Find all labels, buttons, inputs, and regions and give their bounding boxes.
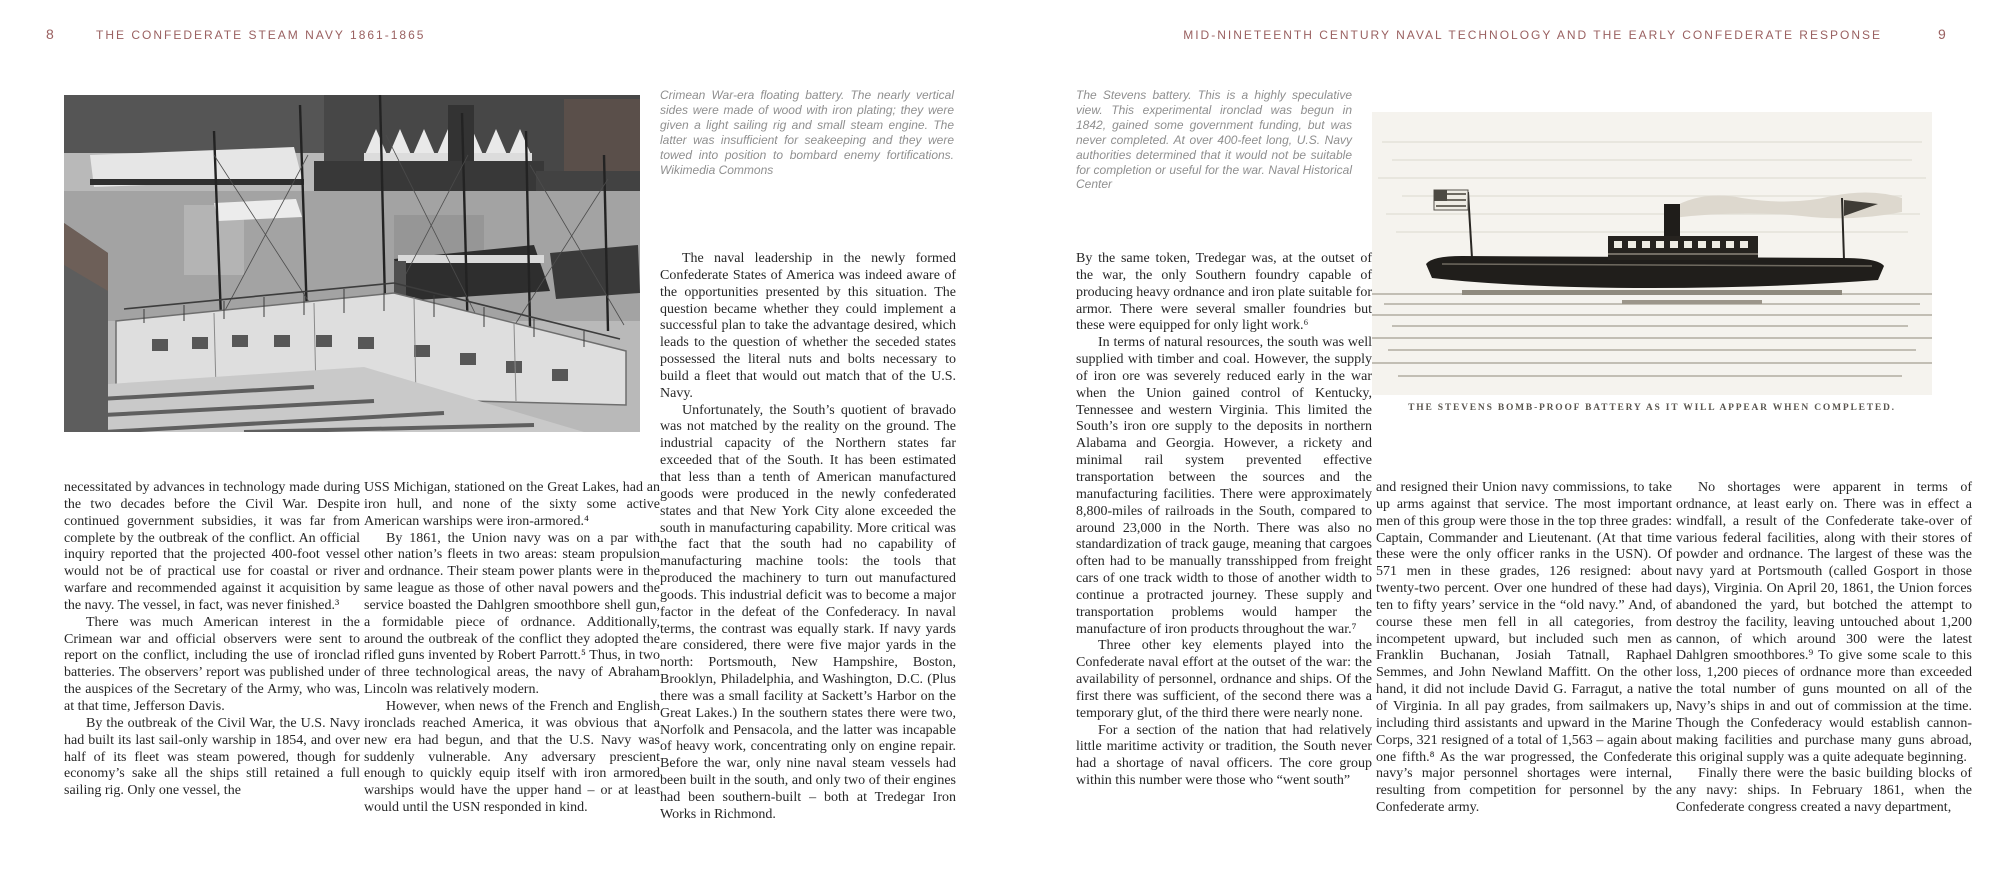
body-paragraph: The naval leadership in the newly formed Confederate States of America was indeed aware of the opportunities presented by this situation. The question became whether they could implement a successful plan to take the advantage desired, which leads to the question of whether the seceded states possessed the literal nuts and bolts necessary to build a fleet that would out match that of the U.S. Navy. [660, 251, 956, 401]
engraving-caption: The Stevens battery. This is a highly speculative view. This experimental ironclad was begun in 1842, gained some government funding, but was never completed. At over 400-feet long, U.S. Navy authorities determined that it would not be suitable for completion or useful for the war. Naval Historical Center [1076, 88, 1352, 192]
body-paragraph: By the outbreak of the Civil War, the U.S. Navy had built its last sail-only warship in 1854, and over half of its fleet was steam powered, though for economy’s sake all the ships still retained a full sailing rig. Only one vessel, the [64, 715, 360, 799]
body-paragraph: By the same token, Tredegar was, at the outset of the war, the only Southern foundry capable of producing heavy ordnance and iron plate suitable for armor. There were several smaller foundries but these were equipped for only light work.⁶ [1076, 251, 1372, 334]
right-running-head: MID-NINETEENTH CENTURY NAVAL TECHNOLOGY AND THE EARLY CONFEDERATE RESPONSE [1183, 28, 1882, 42]
right-column-1 [1076, 251, 1372, 790]
left-running-head: THE CONFEDERATE STEAM NAVY 1861-1865 [96, 28, 426, 42]
stevens-battery-engraving [1372, 112, 1932, 395]
body-paragraph: and resigned their Union navy commissions, to take up arms against that service. The most important men of this group were those in the top three grades: Captain, Commander and Lieutenant. (At that time these were the only officer ranks in the USN). Of 571 men in these grades, 126 resigned: about twenty-two percent. Over one hundred of these had ten to fifty years’ service in the “old navy.” And, of course these men fell in all categories, from incompetent upward, but included such men as Franklin Buchanan, Josiah Tatnall, Raphael Semmes, and John Newland Maffitt. On the other hand, it did not include David G. Farragut, a native of Virginia. In all pay grades, from sailmakers up, including third assistants and upward in the Marine Corps, 321 resigned of a total of 1,563 – again about one fifth.⁸ As the war progressed, the Confederate navy’s major personnel shortages were internal, resulting from competition for personnel by the Confederate army. [1376, 480, 1672, 816]
body-paragraph: necessitated by advances in technology made during the two decades before the Civil War. Despite continued government subsidies, it was far from complete by the outbreak of the conflict. An official inquiry reported that the projected 400-foot vessel would not be of practical use for coastal or river warfare and recommended against it acquisition by the navy. The vessel, in fact, was never finished.³ [64, 480, 360, 613]
harbor-photo-illustration [64, 95, 640, 432]
engraving-title: THE STEVENS BOMB-PROOF BATTERY AS IT WILL APPEAR WHEN COMPLETED. [1408, 403, 1896, 413]
left-page-number: 8 [46, 26, 54, 42]
harbor-photograph [64, 95, 640, 432]
left-column-2 [364, 480, 660, 817]
body-paragraph: By 1861, the Union navy was on a par with other nation’s fleets in two areas: steam propulsion and ordnance. Their steam power plants were in the same league as those of other naval powers and the service boasted the Dahlgren smoothbore shell gun, a formidable piece of ordnance. Additionally, around the outbreak of the conflict they adopted the rifled guns invented by Robert Parrott.⁵ Thus, in two of three technological areas, the navy of Abraham Lincoln was relatively modern. [364, 530, 660, 698]
left-column-1 [64, 480, 360, 800]
body-paragraph: For a section of the nation that had relatively little maritime activity or tradition, the South never had a shortage of naval officers. The core group within this number were those who “went south” [1076, 722, 1372, 789]
body-paragraph: However, when news of the French and English ironclads reached America, it was obvious that a new era had begun, and that the U.S. Navy was suddenly vulnerable. Any adversary prescient enough to quickly equip itself with iron armored warships would have the upper hand – or at least would until the USN responded in kind. [364, 698, 660, 816]
body-paragraph: USS Michigan, stationed on the Great Lakes, had an iron hull, and none of the sixty some active American warships were iron-armored.⁴ [364, 480, 660, 529]
body-paragraph: There was much American interest in the Crimean war and official observers were sent to report on the conflict, including the use of ironclad batteries. The observers’ report was published under the auspices of the Secretary of the Army, who was, at that time, Jefferson Davis. [64, 614, 360, 714]
stevens-engraving-illustration [1372, 112, 1932, 395]
right-column-2 [1376, 480, 1672, 817]
body-paragraph: Three other key elements played into the Confederate naval effort at the outset of the war: the availability of personnel, ordnance and ships. Of the first there was sufficient, of the second there was a temporary glut, of the third there were nearly none. [1076, 638, 1372, 721]
body-paragraph: No shortages were apparent in terms of ordnance, at least early on. There was in effect a windfall, a result of the Confederate take-over of various federal facilities, along with their stores of powder and ordnance. The largest of these was the navy yard at Portsmouth (called Gosport in those days), Virginia. On April 20, 1861, the Union forces abandoned the yard, but botched the attempt to destroy the facility, leaving untouched about 1,200 cannon, of which around 300 were the latest Dahlgren smoothbores.⁹ To give some scale to this loss, 1,200 pieces of ordnance more than exceeded the total number of guns mounted on all of the Navy’s ships in and out of commission at the time. Though the Confederacy would establish cannon-making facilities and purchase many guns abroad, this original supply was a quite adequate beginning. [1676, 480, 1972, 765]
body-paragraph: Finally there were the basic building blocks of any navy: ships. In February 1861, when the Confederate congress created a navy department, [1676, 766, 1972, 816]
right-page-number: 9 [1938, 26, 1946, 42]
body-paragraph: In terms of natural resources, the south was well supplied with timber and coal. However, the supply of iron ore was severely reduced early in the war when the Union gained control of Kentucky, Tennessee and western Virginia. This limited the South’s iron ore supply to the deposits in northern Alabama and Georgia. However, a rickety and minimal rail system prevented effective transportation between the sources and the manufacturing facilities. There were approximately 8,800-miles of railroads in the South, compared to around 23,000 in the North. There was also no standardization of track gauge, meaning that cargoes often had to be manually transshipped from freight cars of one track width to those of another width to continue a protracted journey. These supply and transportation problems would hamper the manufacture of iron products throughout the war.⁷ [1076, 335, 1372, 637]
body-paragraph: Unfortunately, the South’s quotient of bravado was not matched by the reality on the ground. The industrial capacity of the Northern states far exceeded that of the South. It has been estimated that less than a tenth of American manufactured goods were produced in the newly confederated states and that New York City alone exceeded the south in manufacturing capability. More critical was the fact that the south had no capability of manufacturing machine tools: the tools that produced the machinery to turn out manufactured goods. This industrial deficit was to become a major factor in the defeat of the Confederacy. In naval terms, the contrast was equally stark. If navy yards are considered, there were five major yards in the north: Portsmouth, New Hampshire, Boston, Brooklyn, Philadelphia, and Washington, D.C. (Plus there was a small facility at Sackett’s Harbor on the Great Lakes.) In the southern states there were two, Norfolk and Pensacola, and the latter was incapable of heavy work, concentrating only on engine repair. Before the war, only nine naval steam vessels had been built in the south, and only two of their engines had been southern-built – both at Tredegar Iron Works in Richmond. [660, 402, 956, 822]
left-column-3 [660, 251, 956, 824]
photo-caption: Crimean War-era floating battery. The nearly vertical sides were made of wood with iron plating; they were given a light sailing rig and small steam engine. The latter was insufficient for seakeeping and they were towed into position to bombard enemy fortifications. Wikimedia Commons [660, 88, 954, 177]
right-column-3 [1676, 480, 1972, 817]
